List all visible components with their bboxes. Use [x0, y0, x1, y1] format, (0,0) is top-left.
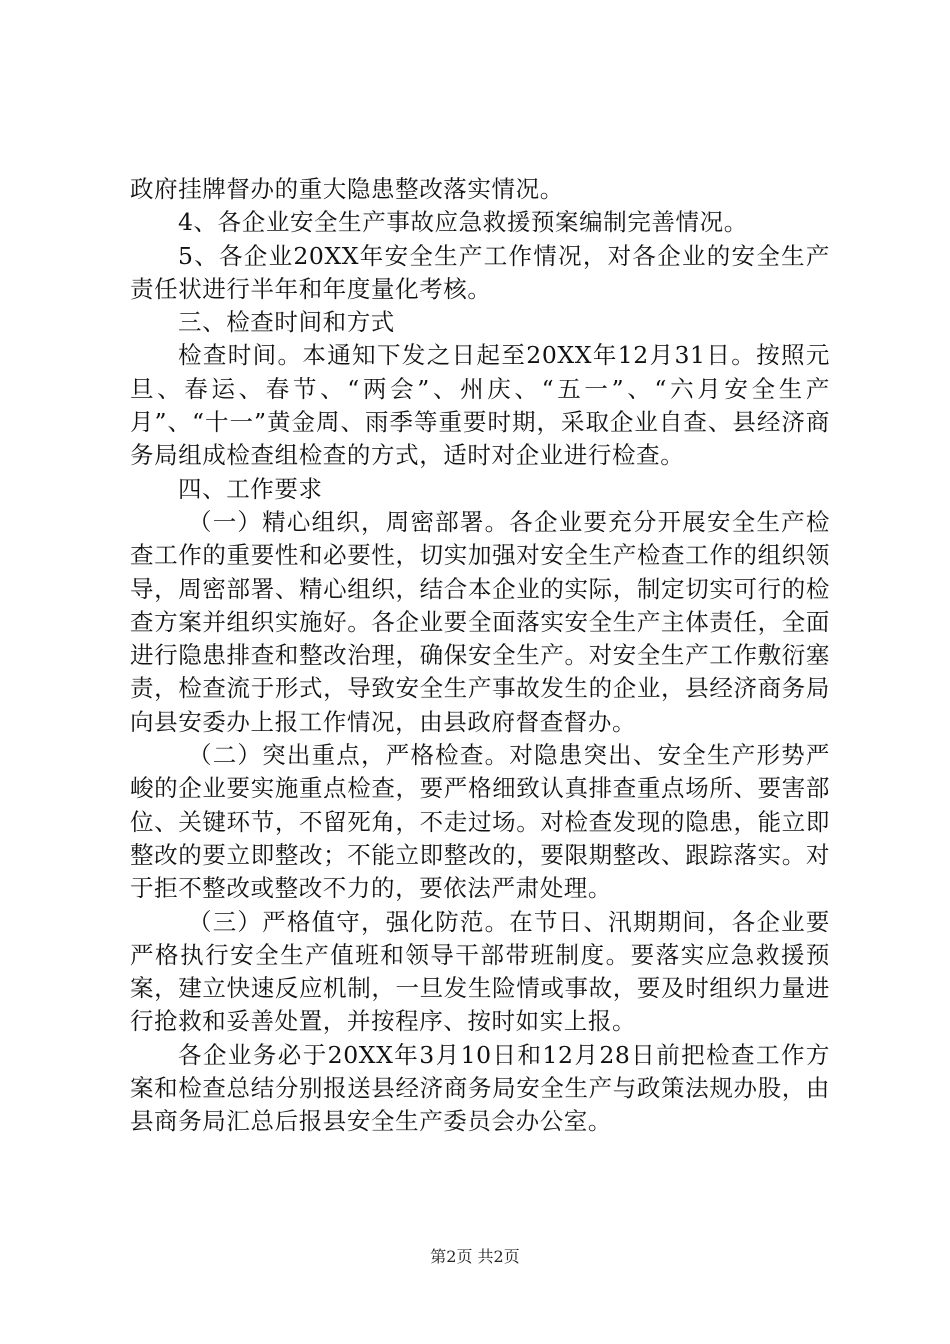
- paragraph-10: 各企业务必于20XX年3月10日和12月28日前把检查工作方案和检查总结分别报送县经济商务局安全生产与政策法规办股，由县商务局汇总后报县安全生产委员会办公室。: [130, 1040, 830, 1136]
- paragraph-5: 检查时间。本通知下发之日起至20XX年12月31日。按照元旦、春运、春节、“两会”、州庆、“五一”、“六月安全生产月”、“十一”黄金周、雨季等重要时期，采取企业自查、县经济商务局组成检查组检查的方式，适时对企业进行检查。: [130, 341, 830, 470]
- paragraph-2: 4、各企业安全生产事故应急救援预案编制完善情况。: [178, 208, 748, 237]
- document-body: [130, 173, 830, 1139]
- paragraph-3: 5、各企业20XX年安全生产工作情况，对各企业的安全生产责任状进行半年和年度量化考核。: [130, 241, 830, 303]
- paragraph-8: （二）突出重点，严格检查。对隐患突出、安全生产形势严峻的企业要实施重点检查，要严格细致认真排查重点场所、要害部位、关键环节，不留死角，不走过场。对检查发现的隐患，能立即整改的要立即整改；不能立即整改的，要限期整改、跟踪落实。对于拒不整改或整改不力的，要依法严肃处理。: [130, 741, 830, 903]
- paragraph-9: （三）严格值守，强化防范。在节日、汛期期间，各企业要严格执行安全生产值班和领导干部带班制度。要落实应急救援预案，建立快速反应机制，一旦发生险情或事故，要及时组织力量进行抢救和妥善处置，并按程序、按时如实上报。: [130, 907, 830, 1036]
- page-footer: 第2页 共2页: [430, 1247, 520, 1266]
- section-heading-4: 四、工作要求: [178, 474, 323, 503]
- section-heading-3: 三、检查时间和方式: [178, 308, 395, 337]
- paragraph-1: 政府挂牌督办的重大隐患整改落实情况。: [130, 175, 564, 203]
- paragraph-7: （一）精心组织，周密部署。各企业要充分开展安全生产检查工作的重要性和必要性，切实加强对安全生产检查工作的组织领导，周密部署、精心组织，结合本企业的实际，制定切实可行的检查方案并组织实施好。各企业要全面落实安全生产主体责任，全面进行隐患排查和整改治理，确保安全生产。对安全生产工作敷衍塞责，检查流于形式，导致安全生产事故发生的企业，县经济商务局向县安委办上报工作情况，由县政府督查督办。: [130, 507, 830, 736]
